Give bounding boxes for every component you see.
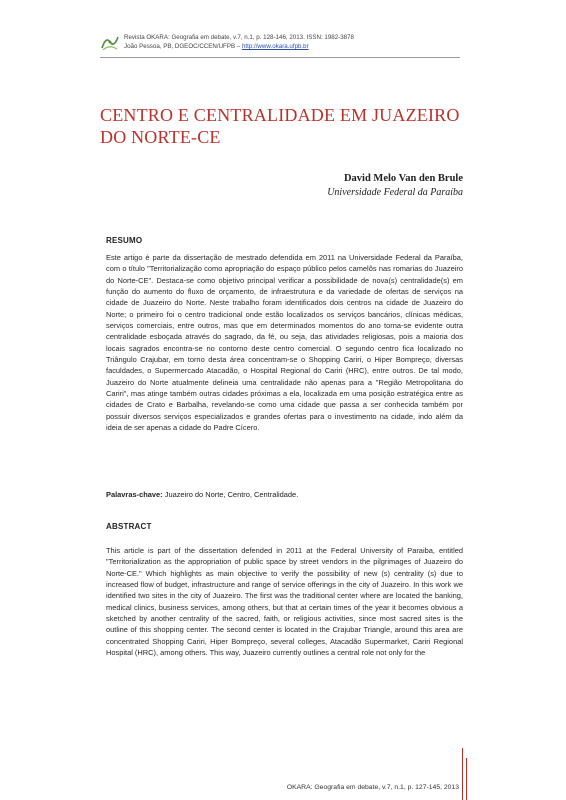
- header-divider: [100, 57, 460, 58]
- journal-header: [124, 33, 354, 51]
- journal-link[interactable]: http://www.okara.ufpb.br: [241, 43, 309, 50]
- page-footer: OKARA: Geografia em debate, v.7, n.1, p. 127-145, 2013: [286, 784, 459, 791]
- author-block: [327, 172, 463, 199]
- footer-rule: [462, 748, 463, 800]
- journal-location: [124, 42, 354, 51]
- resumo-text: Este artigo é parte da dissertação de mestrado defendida em 2011 na Universidade Federal da Paraíba, com o título "Territorialização como apropriação do espaço público pelos camelôs nas romarias do Juazeiro do Norte-CE". Destaca-se como objetivo principal verificar a possibilidade de nova(s) centralidade(s) em função do aumento do fluxo de orçamento, de infraestrutura e da variedade de ofertas de serviços na cidade de Juazeiro do Norte. Neste trabalho foram identificados dois centros na cidade de Juazeiro do Norte; o primeiro foi o centro tradicional onde estão localizados os serviços bancários, clínicas médicas, serviços comerciais, entre outros, mas que em determinados momentos do ano torna-se evidente outra centralidade esboçada através do sagrado, da fé, ou seja, das atividades religiosas, pois a maioria dos locais sagrados encontra-se no contorno deste centro comercial. O segundo centro fica localizado no Triângulo Crajubar, em torno desta área concentram-se o Shopping Cariri, o Hiper Bompreço, diversas faculdades, o Supermercado Atacadão, o Hospital Regional do Cariri (HRC), entre outros. De tal modo, Juazeiro do Norte atualmente delineia uma centralidade não apenas para a "Região Metropolitana do Cariri", mas atinge também outras cidades próximas a ela, localizada em uma posição estratégica entre as cidades de Crato e Barbalha, revelando-se como uma cidade que passa a ser conhecida também por possuir diversos serviços especializados e grandes ofertas para o investimento na cidade, indo além da ideia de ser apenas a cidade do Padre Cícero.: [106, 253, 463, 433]
- resumo-heading: RESUMO: [106, 236, 143, 245]
- okara-logo-icon: [100, 34, 120, 52]
- journal-location-text: João Pessoa, PB, DGEOC/CCEN/UFPB –: [124, 43, 242, 50]
- article-title: CENTRO E CENTRALIDADE EM JUAZEIRO DO NORTE-CE: [100, 105, 460, 147]
- author-affiliation: Universidade Federal da Paraíba: [327, 187, 463, 198]
- keywords-text: Juazeiro do Norte, Centro, Centralidade.: [162, 490, 299, 499]
- abstract-heading: ABSTRACT: [106, 522, 152, 531]
- keywords: [106, 489, 463, 500]
- abstract-text: This article is part of the dissertation defended in 2011 at the Federal University of Paraiba, entitled "Territorialization as the appropriation of public space by street vendors in the pilgrimages of Juazeiro do Norte-CE." Which highlights as main objective to verify the possibility of new (s) centrality (s) due to increased flow of budget, infrastructure and range of service offerings in the city of Juazeiro. In this work we identified two sites in the city of Juazeiro. The first was the traditional center where are located the banking, medical clinics, business services, among others, but that at certain times of the year it becomes obvious a sketched by another centrality of the sacred, faith, or religious activities, since most sacred sites is the outline of this shopping center. The second center is located in the Crajubar Triangle, around this area are concentrated Shopping Cariri, Hiper Bompreço, several colleges, Atacadão Supermarket, Cariri Regional Hospital (HRC), among others. This way, Juazeiro currently outlines a central role not only for the: [106, 546, 463, 658]
- footer-rule-secondary: [466, 758, 467, 800]
- journal-citation: Revista OKARA: Geografia em debate, v.7, n.1, p. 128-146, 2013. ISSN: 1982-3878: [124, 34, 354, 41]
- author-name: David Melo Van den Brule: [343, 173, 463, 184]
- keywords-label: Palavras-chave:: [106, 490, 163, 499]
